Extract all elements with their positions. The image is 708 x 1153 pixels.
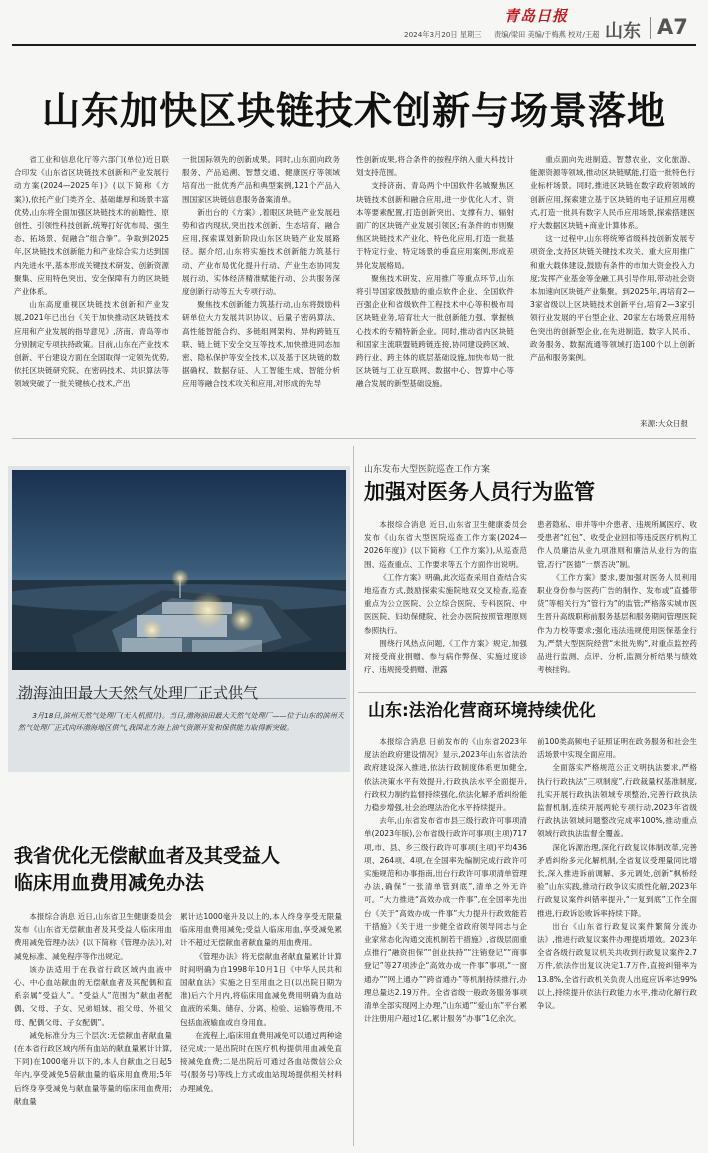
date-line: 2024年3月20日 星期三 [404, 30, 482, 39]
newspaper-logo: 青岛日报 [504, 7, 569, 25]
paragraph: 聚焦技术研发、应用推广等重点环节,山东将引导国家级鼓励的重点软件企业、全国软件百强企业和省级软件工程技术中心等积极布局区块链业务,培育壮大一批创新能力强、掌握核心技术的专精特新企业。同时,推动省内区块链和国家主流联盟链跨链连接,协同建设跨区域、跨行业、跨主体的底层基础设施,加快布局一批区块链与工业互联网、数据中心、智算中心等融合发展的新型基础设施。 [356, 273, 514, 389]
paragraph: 《工作方案》要求,要加强对医务人员利用职业身份参与医药广告的制作、发布或“直播带货”等相关行为“管行为”的监管;严格落实城市医生晋升高级职称前服务基层和服务期间管理医院作为力校等要求;强化违法违规使用医保基金行为,严禁大型医院经营“未批先购”,对重点监控药品进行监测、点评、分析,监测分析结果与绩效考核挂钩。 [537, 572, 697, 675]
page-number: A7 [657, 15, 688, 39]
paragraph: 支持济南、青岛两个中国软件名城聚焦区块链技术创新和融合应用,进一步优化人才、资本等要素配置,打造创新突出、支撑有力、辐射面广的区块链产业发展引领区;有条件的市则聚焦区块链技术产业化、特色化应用,打造一批基于特定行业、特定场景的垂直应用案例,形成差异化发展格局。 [356, 181, 514, 270]
business-article-col2 [537, 735, 697, 1151]
business-article-title: 山东:法治化营商环境持续优化 [368, 701, 596, 721]
section-name: 山东 [605, 21, 641, 42]
medical-article-col2 [537, 518, 697, 686]
article-source: 来源:大众日报 [640, 419, 689, 428]
lead-article-col2 [182, 153, 340, 431]
lead-article-col3 [356, 153, 514, 431]
paragraph: 本报综合消息 近日,山东省卫生健康委员会发布《山东省大型医院巡查工作方案(2024—2026年度)》(以下简称《工作方案》),从巡查范围、巡查重点、工作要求等五个方面作出说明。 [364, 520, 527, 569]
paragraph: 聚焦技术创新能力筑基行动,山东将鼓励科研单位大力发展共识协议、后量子密码算法、高性能智能合约、多链组网架构、异构跨链互联、链上链下安全交互等技术,加快推进同态加密、隐私保护等安全技术,以及基于区块链的数据确权、数据存证、人工智能生成、智能分析应用等融合技术攻关和应用,对形成的先导 [182, 300, 340, 389]
paragraph: 一批国际领先的创新成果。同时,山东面向政务服务、产品追溯、智慧交通、健康医疗等领域培育出一批优秀产品和典型案例,121个产品入围国家区块链信息服务备案清单。 [182, 155, 340, 204]
paragraph: 性创新成果,将合条件的按程序纳入重大科技计划支持范围。 [356, 155, 514, 178]
blood-article-title-line1: 我省优化无偿献血者及其受益人 [14, 845, 281, 867]
paragraph: 全面落实严格规范公正文明执法要求,严格执行行政执法“三项制度”,行政裁量权基准制度,扎实开展行政执法领域专项整治,完善行政执法监督机制,连续开展两轮专项行动,2023年省级行政执法领域问题整改完成率100%,推动重点领域行政执法监督全覆盖。 [537, 763, 697, 839]
medical-article-kicker: 山东发布大型医院巡查工作方案 [364, 465, 491, 475]
medical-article-col1 [364, 518, 527, 686]
paragraph: 《管理办法》将无偿献血者献血量累计计算时间明确为自1998年10月1日《中华人民共和国献血法》实施之日至用血之日(以出院日期为准)后六个月内,将临床用血减免费用明确为血站血液的采集、储存、分离、检验、运输等费用,不包括血液输血或自身用血。 [180, 951, 342, 1027]
blood-article-col2 [180, 910, 342, 1150]
paragraph: 山东高度重视区块链技术创新和产业发展,2021年已出台《关于加快推动区块链技术应用和产业发展的指导意见》,济南、青岛等市分别制定专项扶持政策。目前,山东在产业技术创新、平台建设方面在全国取得一定领先优势,依托区块链研究院、在密码技术、共识算法等领域突破了一批关键核心技术,产出 [14, 300, 169, 389]
masthead-rule [12, 44, 696, 46]
paragraph: 在流程上,临床用血费用减免可以通过两种途径完成:一是出院时在医疗机构提供用血减免直接减免血费;二是出院后可通过各血站微信公众号(服务号)等线上方式或血站现场提供相关材料办理减免。 [180, 1030, 342, 1093]
masthead-divider [650, 17, 651, 39]
gas-plant-aerial-photo [12, 470, 346, 670]
lead-article-col1 [14, 153, 169, 431]
blood-article-title-line2: 临床用血费用减免办法 [14, 872, 205, 894]
editors-line: 责编/梁田 美编/于梅燕 校对/王超 [494, 30, 600, 39]
paragraph: 重点面向先进制造、智慧农业、文化旅游、能源资源等领域,推动区块链赋能,打造一批特色行业标杆场景。同时,推进区块链在数字政府领域的创新应用,探索建立基于区块链的电子证照应用模式,打造一批具有数字人民币应用场景,探索搭建医疗大数据区块链+商业计算体系。 [530, 155, 695, 231]
paragraph: 本报综合消息 日前发布的《山东省2023年度法治政府建设情况》显示,2023年山东省法治政府建设深入推进,依法行政制度体系更加健全,依法决策水平有效提升,行政执法水平全面提升,行政权力制约监督持续强化,依法化解矛盾纠纷能力稳步增强,社会治理法治化水平持续提升。 [364, 737, 527, 813]
paragraph: 《工作方案》明确,此次巡查采用自查结合实地巡查方式,鼓励探索实施院地双交叉检查,巡查重点为公立医院、公立综合医院、专科医院、中医医院、妇幼保健院、社会办医院按照管理原则参照执行。 [364, 572, 527, 635]
paragraph: 省工业和信息化厅等六部门(单位)近日联合印发《山东省区块链技术创新和产业发展行动方案(2024—2025年)》(以下简称《方案》),依托产业门类齐全、基础雄厚和场景丰富优势,山东将全面加强区块链技术的前瞻性、原创性、引领性科技创新,统筹打好优布局、强生态、拓场景、促融合“组合拳”。争取到2025年,区块链技术创新能力和产业综合实力达到国内先进水平,基本形成关键技术研发、创新资源聚集、应用特色突出、安全保障有力的区块链产业体系。 [14, 155, 169, 297]
paragraph: 新出台的《方案》,着眼区块链产业发展趋势和省内现状,突出技术创新、生态培育、融合应用,探索谋划新阶段山东区块链产业发展路径。据介绍,山东将实施技术创新能力筑基行动、产业布局优化提升行动、产业生态协同发展行动、实体经济精准赋能行动、公共服务深度创新行动等五大专项行动。 [182, 207, 340, 297]
paragraph: 围绕行风热点问题,《工作方案》规定,加强对接受商业捐赠、参与病作弊保、实施过度诊疗、违规接受捐赠、泄露 [364, 638, 527, 675]
paragraph: 该办法适用于在我省行政区域内血液中心、中心血站献血的无偿献血者及其配偶和直系亲属“受益人”。“受益人”范围为“献血者配偶、父母、子女、兄弟姐妹、祖父母、外祖父母、配偶父母、子女配偶”。 [14, 964, 172, 1027]
paragraph: 累计达1000毫升及以上的,本人终身享受无限量临床用血费用减免;受益人临床用血,享受减免累计不超过无偿献血者献血量的用血费用。 [180, 912, 342, 948]
paragraph: 患者隐私、串并等中介患者、违规所属医疗、收受患者“红包”、收受企业回扣等违反医疗机构工作人员廉洁从业九项准则和廉洁从业行为的监管,否行“医德”一票否决”制。 [537, 520, 697, 569]
paragraph: 深化诉源治理,深化行政复议体制改革,完善矛盾纠纷多元化解机制,全省复议受理量同比增长,深入推进诉前调解、多元调处,创新“枫桥经验”山东实践,推动行政争议实质性化解,2023年行政复议案件纠错率提升,“一复到底”工作全面推进,行政诉讼败诉率持续下降。 [537, 842, 697, 918]
photo-caption-text: 3月18日,滨州天然气处理厂(无人机照片)。当日,渤海油田最大天然气处理厂——位于山东的滨州天然气处理厂正式向环渤海地区供气,我国北方海上油气资源开发和保供能力取得新突破。 [18, 711, 344, 732]
paragraph: 出台《山东省行政复议案件繁简分流办法》,推进行政复议案件办理提质增效。2023年全省各级行政复议机关共收到行政复议案件2.7万件,依法作出复议决定1.7万件,直接纠错率为13.8%,全省行政机关负责人出庭应诉率达99%以上,持续提升依法行政能力水平,推动化解行政争议。 [537, 921, 697, 1011]
medical-article-title: 加强对医务人员行为监管 [364, 480, 595, 504]
paragraph: 前100类高频电子证照证明在政务服务和社会生活场景中实现全面应用。 [537, 737, 697, 760]
photo-caption-title: 渤海油田最大天然气处理厂正式供气 [18, 684, 259, 702]
paragraph: 去年,山东省发布省市县三级行政许可事项清单(2023年版),公布省级行政许可事项(主项)717项,市、县、乡三级行政许可事项(主项)平均436项、264项、4项,在全国率先编制完成行政许可实施规范和办事指南,出台行政许可事项清单管理办法,确保“一张清单管到底”,清单之外无许可。“大力推进“高效办成一件事”,在全国率先出台《关于“高效办成一件事”大力提升行政效能若干措施》《关于进一步健全省政府领导同志与企业家常态化沟通交流机制若干措施》,省级层面重点推行“融资担保”“创业扶持”“注销登记”“商事登记”等27项涉企“高效办成一件事”事项,“一窗通办”“网上通办”“跨省通办”等机制持续推行,办理总量达2.19万件。全省省级一般政务服务事项清单全部实现网上办理,“山东通”“爱山东”平台累计注册用户超过1亿,累计服务“办事”1亿余次。 [364, 816, 527, 1024]
column-divider [353, 446, 354, 1146]
section-divider [12, 438, 696, 439]
paragraph: 减免标准分为三个层次:无偿献血者献血量(在本省行政区域内所有血站的献血量累计计算,下同)在1000毫升以下的,本人自献血之日起5年内,享受减免5倍献血量的临床用血费用;5年后终身享受减免与献血量等量的临床用血费用;献血量 [14, 1030, 172, 1106]
business-article-col1 [364, 735, 527, 1151]
paragraph: 本报综合消息 近日,山东省卫生健康委员会发布《山东省无偿献血者及其受益人临床用血费用减免管理办法》(以下简称《管理办法》),对减免标准、减免程序等作出规定。 [14, 912, 172, 961]
blood-article-col1 [14, 910, 172, 1150]
paragraph: 这一过程中,山东将统筹省级科技创新发展专项资金,支持区块链关键技术攻关、重大应用推广和重大载体建设,鼓励有条件的市加大资金投入力度;发挥产业基金等金融工具引导作用,带动社会资本加速向区块链产业集聚。到2025年,再培育2—3家省级以上区块链技术创新平台,培育2—3家引领行业发展的平台型企业、20家左右场景应用特色突出的创新型企业,在先进制造、数字人民币、政务服务、数据流通等领域打造100个以上创新产品和服务案例。 [530, 234, 695, 363]
lead-article-col4 [530, 153, 695, 415]
section-divider [358, 692, 696, 693]
page-headline: 山东加快区块链技术创新与场景落地 [41, 89, 666, 133]
